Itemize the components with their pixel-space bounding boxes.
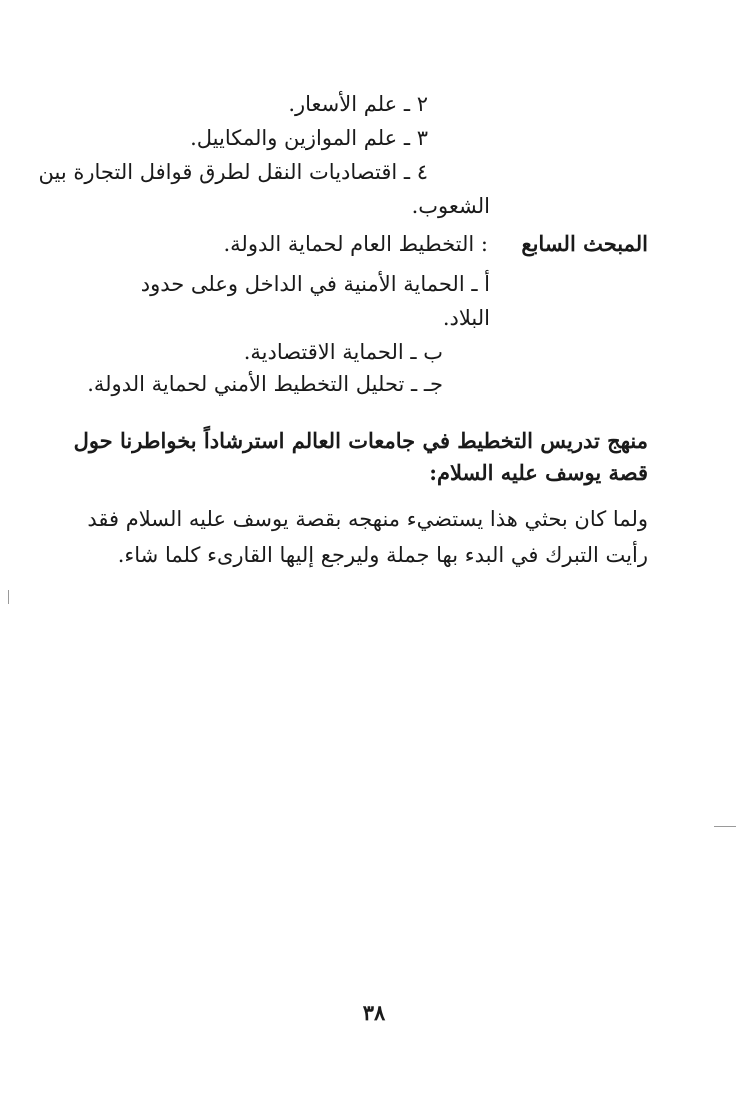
list-item-3: ٣ ـ علم الموازين والمكاييل. — [190, 126, 428, 150]
section-7-item-a-continued: البلاد. — [442, 306, 490, 330]
list-item-4-continued: الشعوب. — [411, 194, 490, 218]
section-7-title: : التخطيط العام لحماية الدولة. — [223, 232, 488, 256]
paragraph-line-2: رأيت التبرك في البدء بها جملة وليرجع إليها القارىء كلما شاء. — [117, 543, 648, 567]
section-heading-line-1: منهج تدريس التخطيط في جامعات العالم استرشاداً بخواطرنا حول — [73, 428, 648, 453]
list-item-2: ٢ ـ علم الأسعار. — [288, 92, 428, 116]
section-7-item-b: ب ـ الحماية الاقتصادية. — [243, 340, 443, 364]
section-7-label: المبحث السابع — [521, 231, 648, 256]
section-7-item-a: أ ـ الحماية الأمنية في الداخل وعلى حدود — [140, 272, 490, 296]
scan-artifact-left — [8, 590, 9, 604]
paragraph-line-1: ولما كان بحثي هذا يستضيء منهجه بقصة يوسف عليه السلام فقد — [87, 507, 648, 531]
list-item-4: ٤ ـ اقتصاديات النقل لطرق قوافل التجارة بين — [38, 160, 428, 184]
scan-artifact — [714, 826, 736, 827]
section-heading-line-2: قصة يوسف عليه السلام: — [429, 460, 648, 485]
section-7-item-c: جـ ـ تحليل التخطيط الأمني لحماية الدولة. — [87, 372, 443, 396]
page-number: ٣٨ — [362, 1000, 386, 1025]
